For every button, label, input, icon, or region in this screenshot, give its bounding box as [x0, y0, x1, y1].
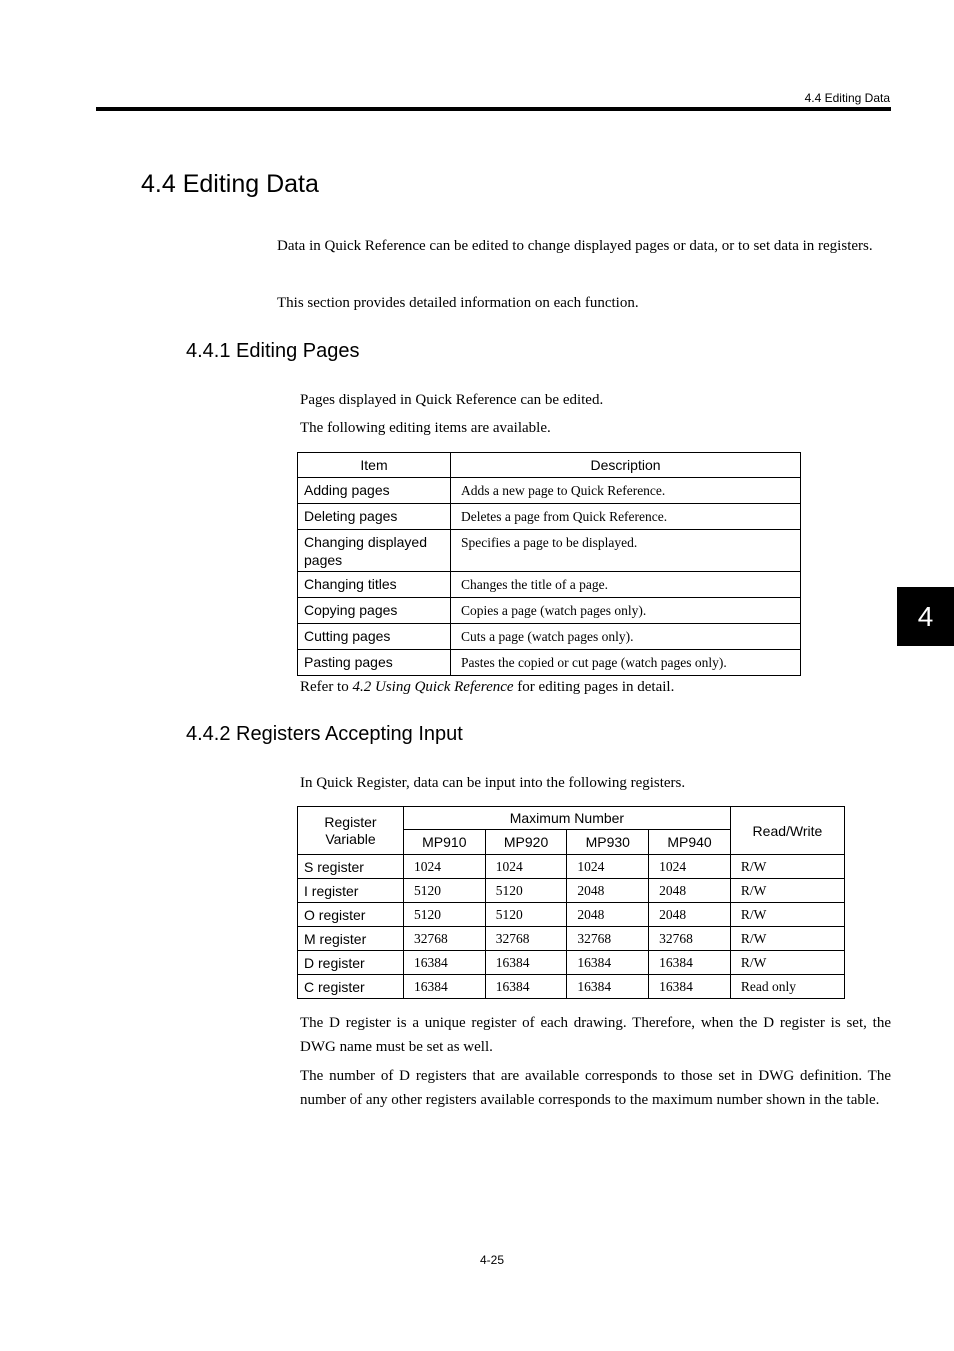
- table-row: [298, 855, 845, 879]
- register-name-cell: I register: [298, 879, 404, 903]
- value-cell: 32768: [567, 927, 649, 951]
- running-header: 4.4 Editing Data: [804, 91, 890, 105]
- column-header-description: Description: [451, 453, 801, 478]
- read-write-cell: Read only: [730, 975, 844, 999]
- intro-paragraph: This section provides detailed information on each function.: [277, 295, 639, 311]
- section-title: 4.4 Editing Data: [141, 170, 319, 198]
- page-number: 4-25: [480, 1253, 505, 1267]
- value-cell: 16384: [649, 975, 731, 999]
- description-cell: Deletes a page from Quick Reference.: [451, 504, 801, 530]
- read-write-cell: R/W: [730, 855, 844, 879]
- description-cell: Pastes the copied or cut page (watch pages only).: [451, 650, 801, 676]
- register-name-cell: M register: [298, 927, 404, 951]
- column-header-maximum-number: Maximum Number: [403, 807, 730, 830]
- value-cell: 16384: [403, 975, 485, 999]
- column-header-register-variable: Register Variable: [298, 807, 404, 855]
- table-row: [298, 530, 801, 572]
- table-row: [298, 650, 801, 676]
- value-cell: 16384: [485, 951, 567, 975]
- table-row: [298, 572, 801, 598]
- subsection-heading-registers: 4.4.2 Registers Accepting Input: [186, 723, 463, 745]
- value-cell: 5120: [403, 903, 485, 927]
- registers-table: [297, 806, 845, 999]
- item-cell: Copying pages: [298, 598, 451, 624]
- editing-items-table: [297, 452, 801, 676]
- table-row: [298, 598, 801, 624]
- table-row: [298, 504, 801, 530]
- value-cell: 5120: [485, 903, 567, 927]
- description-cell: Specifies a page to be displayed.: [451, 530, 801, 572]
- column-header-read-write: Read/Write: [730, 807, 844, 855]
- table-row: [298, 879, 845, 903]
- editing-pages-paragraph: The following editing items are available.: [300, 420, 551, 436]
- register-name-cell: D register: [298, 951, 404, 975]
- value-cell: 1024: [485, 855, 567, 879]
- register-name-cell: C register: [298, 975, 404, 999]
- column-header-item: Item: [298, 453, 451, 478]
- table-row: [298, 951, 845, 975]
- value-cell: 2048: [649, 903, 731, 927]
- column-header-model: MP940: [649, 830, 731, 855]
- table-row: [298, 478, 801, 504]
- item-cell: Adding pages: [298, 478, 451, 504]
- description-cell: Adds a new page to Quick Reference.: [451, 478, 801, 504]
- column-header-model: MP930: [567, 830, 649, 855]
- column-header-model: MP920: [485, 830, 567, 855]
- registers-intro-paragraph: In Quick Register, data can be input into the following registers.: [300, 775, 686, 791]
- description-cell: Cuts a page (watch pages only).: [451, 624, 801, 650]
- read-write-cell: R/W: [730, 879, 844, 903]
- note-paragraph: The number of D registers that are available corresponds to those set in DWG definition. The number of any other registers available corresponds to the maximum number shown in the table.: [300, 1068, 891, 1108]
- column-header-model: MP910: [403, 830, 485, 855]
- value-cell: 2048: [567, 879, 649, 903]
- intro-paragraph: Data in Quick Reference can be edited to change displayed pages or data, or to set data in registers.: [277, 238, 873, 254]
- item-cell: Cutting pages: [298, 624, 451, 650]
- chapter-tab: 4: [897, 587, 954, 646]
- subsection-heading-editing-pages: 4.4.1 Editing Pages: [186, 340, 360, 362]
- value-cell: 5120: [485, 879, 567, 903]
- refer-paragraph: [300, 675, 674, 699]
- cross-reference-link: 4.2 Using Quick Reference: [352, 679, 514, 695]
- value-cell: 16384: [567, 951, 649, 975]
- value-cell: 1024: [649, 855, 731, 879]
- value-cell: 1024: [567, 855, 649, 879]
- value-cell: 16384: [649, 951, 731, 975]
- value-cell: 32768: [485, 927, 567, 951]
- register-name-cell: S register: [298, 855, 404, 879]
- register-name-cell: O register: [298, 903, 404, 927]
- read-write-cell: R/W: [730, 903, 844, 927]
- item-cell: Pasting pages: [298, 650, 451, 676]
- note-paragraph: The D register is a unique register of each drawing. Therefore, when the D register is set, the DWG name must be set as well.: [300, 1015, 891, 1055]
- value-cell: 5120: [403, 879, 485, 903]
- value-cell: 16384: [403, 951, 485, 975]
- item-cell: Changing displayed pages: [298, 530, 451, 572]
- refer-text: Refer to: [300, 679, 353, 695]
- refer-text: for editing pages in detail.: [513, 679, 675, 695]
- editing-pages-paragraph: Pages displayed in Quick Reference can be edited.: [300, 392, 604, 408]
- read-write-cell: R/W: [730, 927, 844, 951]
- read-write-cell: R/W: [730, 951, 844, 975]
- description-cell: Changes the title of a page.: [451, 572, 801, 598]
- value-cell: 16384: [485, 975, 567, 999]
- value-cell: 2048: [649, 879, 731, 903]
- value-cell: 2048: [567, 903, 649, 927]
- item-cell: Deleting pages: [298, 504, 451, 530]
- table-row: [298, 624, 801, 650]
- value-cell: 1024: [403, 855, 485, 879]
- item-cell: Changing titles: [298, 572, 451, 598]
- header-rule: [96, 107, 891, 111]
- value-cell: 16384: [567, 975, 649, 999]
- value-cell: 32768: [649, 927, 731, 951]
- table-row: [298, 927, 845, 951]
- table-row: [298, 903, 845, 927]
- value-cell: 32768: [403, 927, 485, 951]
- description-cell: Copies a page (watch pages only).: [451, 598, 801, 624]
- table-row: [298, 975, 845, 999]
